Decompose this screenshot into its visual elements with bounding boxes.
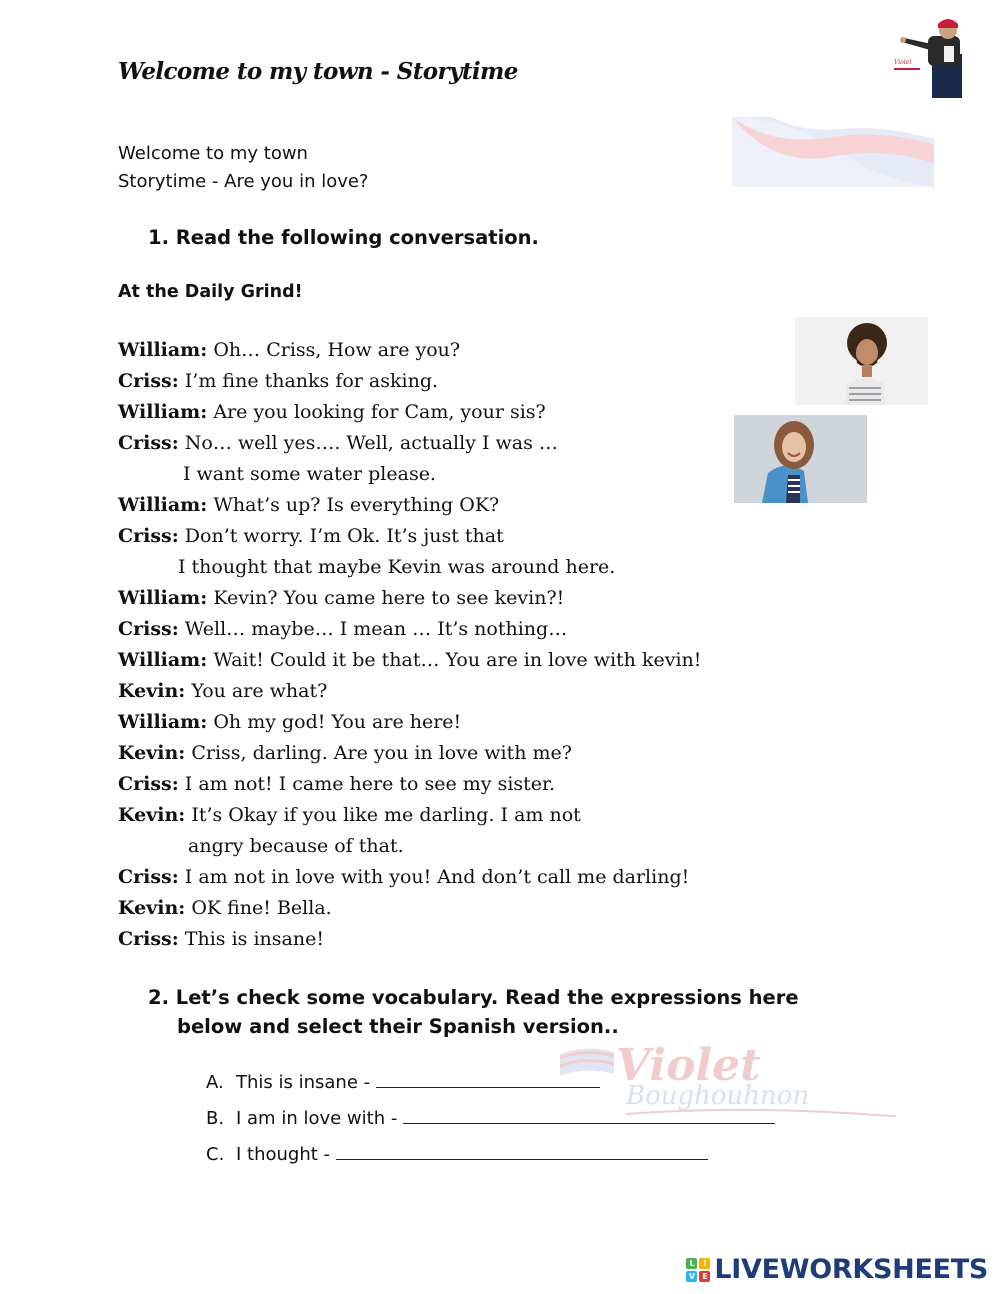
section-2-heading-line-2: below and select their Spanish version..	[177, 1015, 619, 1038]
speaker-name: Kevin:	[118, 680, 186, 702]
dialogue-line	[118, 862, 738, 893]
teacher-logo-image	[892, 16, 974, 98]
vocabulary-expression: I am in love with -	[236, 1108, 398, 1129]
brand-block-letter: E	[699, 1271, 710, 1282]
man-curly-hair-photo	[795, 317, 928, 405]
scene-heading: At the Daily Grind!	[118, 282, 303, 302]
brand-block-letter: V	[686, 1271, 697, 1282]
dialogue-line	[118, 645, 738, 676]
brand-logo-icon	[686, 1258, 710, 1282]
speaker-name: William:	[118, 711, 208, 733]
vocabulary-list	[206, 1069, 775, 1177]
speaker-name: Criss:	[118, 928, 179, 950]
speaker-name: Criss:	[118, 525, 179, 547]
dialogue-line	[118, 893, 738, 924]
decorative-wave	[732, 117, 934, 187]
dialogue-text: Wait! Could it be that… You are in love with kevin!	[207, 649, 702, 671]
dialogue-line	[118, 800, 738, 831]
dialogue-text: Well… maybe… I mean … It’s nothing…	[178, 618, 568, 640]
dialogue-line	[118, 397, 738, 428]
speaker-name: Criss:	[118, 618, 179, 640]
answer-blank-b[interactable]	[403, 1105, 775, 1124]
dialogue-line	[118, 335, 738, 366]
dialogue-text: No… well yes…. Well, actually I was …	[178, 432, 558, 454]
speaker-name: William:	[118, 649, 208, 671]
svg-text:Violet: Violet	[894, 59, 912, 66]
speaker-name: Criss:	[118, 773, 179, 795]
answer-blank-a[interactable]	[376, 1069, 600, 1088]
vocabulary-item	[206, 1105, 775, 1141]
item-letter: A.	[206, 1072, 224, 1093]
dialogue-line	[118, 521, 738, 552]
brand-block-letter: I	[699, 1258, 710, 1269]
brand-block-letter: L	[686, 1258, 697, 1269]
dialogue-line	[118, 583, 738, 614]
dialogue-line	[118, 924, 738, 955]
watermark-surname: Boughouhnon	[626, 1081, 810, 1111]
speaker-name: Kevin:	[118, 897, 186, 919]
dialogue-text: I thought that maybe Kevin was around here.	[178, 556, 616, 578]
dialogue-text: Oh… Criss, How are you?	[207, 339, 461, 361]
vocabulary-item	[206, 1069, 775, 1105]
item-letter: B.	[206, 1108, 225, 1129]
section-1-heading: 1. Read the following conversation.	[148, 226, 539, 249]
dialogue-continuation	[118, 552, 738, 583]
speaker-name: Criss:	[118, 370, 179, 392]
dialogue-text: This is insane!	[178, 928, 324, 950]
dialogue-line	[118, 676, 738, 707]
woman-smiling-photo	[734, 415, 867, 503]
section-2-heading-line-1: 2. Let’s check some vocabulary. Read the expressions here	[148, 986, 799, 1009]
dialogue-text: I’m fine thanks for asking.	[178, 370, 439, 392]
watermark-name: Violet	[616, 1040, 761, 1091]
dialogue-text: You are what?	[185, 680, 328, 702]
dialogue-text: Are you looking for Cam, your sis?	[207, 401, 546, 423]
liveworksheets-brand	[686, 1254, 988, 1285]
speaker-name: Criss:	[118, 432, 179, 454]
vocabulary-item	[206, 1141, 775, 1177]
speaker-name: William:	[118, 494, 208, 516]
dialogue-text: I am not in love with you! And don’t call me darling!	[178, 866, 690, 888]
dialogue-text: Criss, darling. Are you in love with me?	[185, 742, 572, 764]
dialogue-line	[118, 614, 738, 645]
intro-line-2: Storytime - Are you in love?	[118, 171, 369, 192]
speaker-name: William:	[118, 401, 208, 423]
brand-name: LIVEWORKSHEETS	[714, 1254, 988, 1285]
dialogue-line	[118, 738, 738, 769]
speaker-name: Criss:	[118, 866, 179, 888]
dialogue-text: OK fine! Bella.	[185, 897, 332, 919]
answer-blank-c[interactable]	[336, 1141, 708, 1160]
conversation	[118, 335, 738, 955]
dialogue-line	[118, 428, 738, 459]
dialogue-text: I want some water please.	[183, 463, 436, 485]
dialogue-continuation	[118, 831, 738, 862]
dialogue-text: I am not! I came here to see my sister.	[178, 773, 556, 795]
dialogue-text: Oh my god! You are here!	[207, 711, 462, 733]
vocabulary-expression: This is insane -	[236, 1072, 371, 1093]
dialogue-line	[118, 769, 738, 800]
item-letter: C.	[206, 1144, 225, 1165]
vocabulary-expression: I thought -	[236, 1144, 331, 1165]
dialogue-continuation	[118, 459, 738, 490]
dialogue-line	[118, 366, 738, 397]
intro-line-1: Welcome to my town	[118, 143, 308, 164]
dialogue-line	[118, 707, 738, 738]
speaker-name: Kevin:	[118, 742, 186, 764]
speaker-name: Kevin:	[118, 804, 186, 826]
worksheet-title: Welcome to my town - Storytime	[118, 58, 518, 85]
speaker-name: William:	[118, 339, 208, 361]
dialogue-text: angry because of that.	[188, 835, 404, 857]
dialogue-text: What’s up? Is everything OK?	[207, 494, 500, 516]
dialogue-text: Kevin? You came here to see kevin?!	[207, 587, 565, 609]
dialogue-line	[118, 490, 738, 521]
speaker-name: William:	[118, 587, 208, 609]
dialogue-text: It’s Okay if you like me darling. I am not	[185, 804, 581, 826]
dialogue-text: Don’t worry. I’m Ok. It’s just that	[178, 525, 504, 547]
